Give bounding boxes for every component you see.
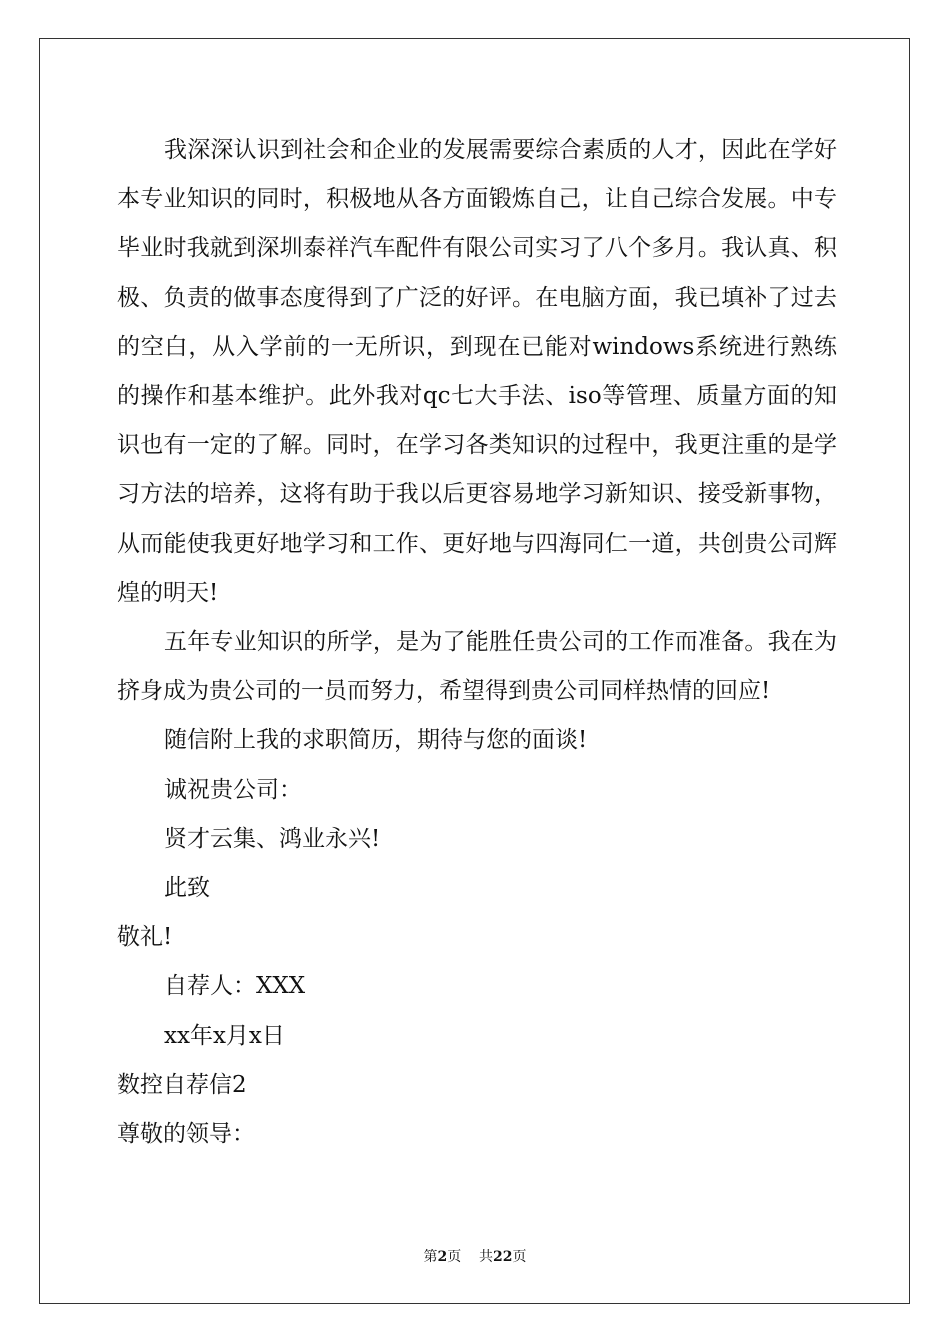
footer-prefix: 第 [423,1249,438,1265]
paragraph-motivation: 五年专业知识的所学，是为了能胜任贵公司的工作而准备。我在为挤身成为贵公司的一员而努力，希望得到贵公司同样热情的回应! [117,629,837,705]
letter-body [117,126,837,1159]
footer-page-number: 2 [437,1249,448,1265]
next-letter-title: 数控自荐信2 [117,1071,247,1098]
letter-date: xx年x月x日 [164,1022,285,1049]
wish-text: 贤才云集、鸿业永兴! [164,825,381,852]
footer-total-unit: 页 [512,1249,527,1265]
salutation: 敬礼! [117,924,173,951]
next-letter-greeting: 尊敬的领导： [117,1121,255,1148]
footer-page-unit: 页 [447,1249,462,1265]
closing-phrase: 此致 [164,875,210,902]
footer-total-pages: 22 [493,1249,513,1265]
page-footer [0,1247,950,1267]
wish-intro: 诚祝贵公司： [164,776,302,803]
attachment-note: 随信附上我的求职简历，期待与您的面谈! [164,727,588,754]
footer-total-prefix: 共 [479,1249,494,1265]
signer: 自荐人：XXX [164,973,306,1000]
paragraph-self-introduction: 我深深认识到社会和企业的发展需要综合素质的人才，因此在学好本专业知识的同时，积极地从各方面锻炼自己，让自己综合发展。中专毕业时我就到深圳泰祥汽车配件有限公司实习了八个多月。我认真、积极、负责的做事态度得到了广泛的好评。在电脑方面，我已填补了过去的空白，从入学前的一无所识，到现在已能对windows系统进行熟练的操作和基本维护。此外我对qc七大手法、iso等管理、质量方面的知识也有一定的了解。同时，在学习各类知识的过程中，我更注重的是学习方法的培养，这将有助于我以后更容易地学习新知识、接受新事物，从而能使我更好地学习和工作、更好地与四海同仁一道，共创贵公司辉煌的明天! [117,137,837,606]
